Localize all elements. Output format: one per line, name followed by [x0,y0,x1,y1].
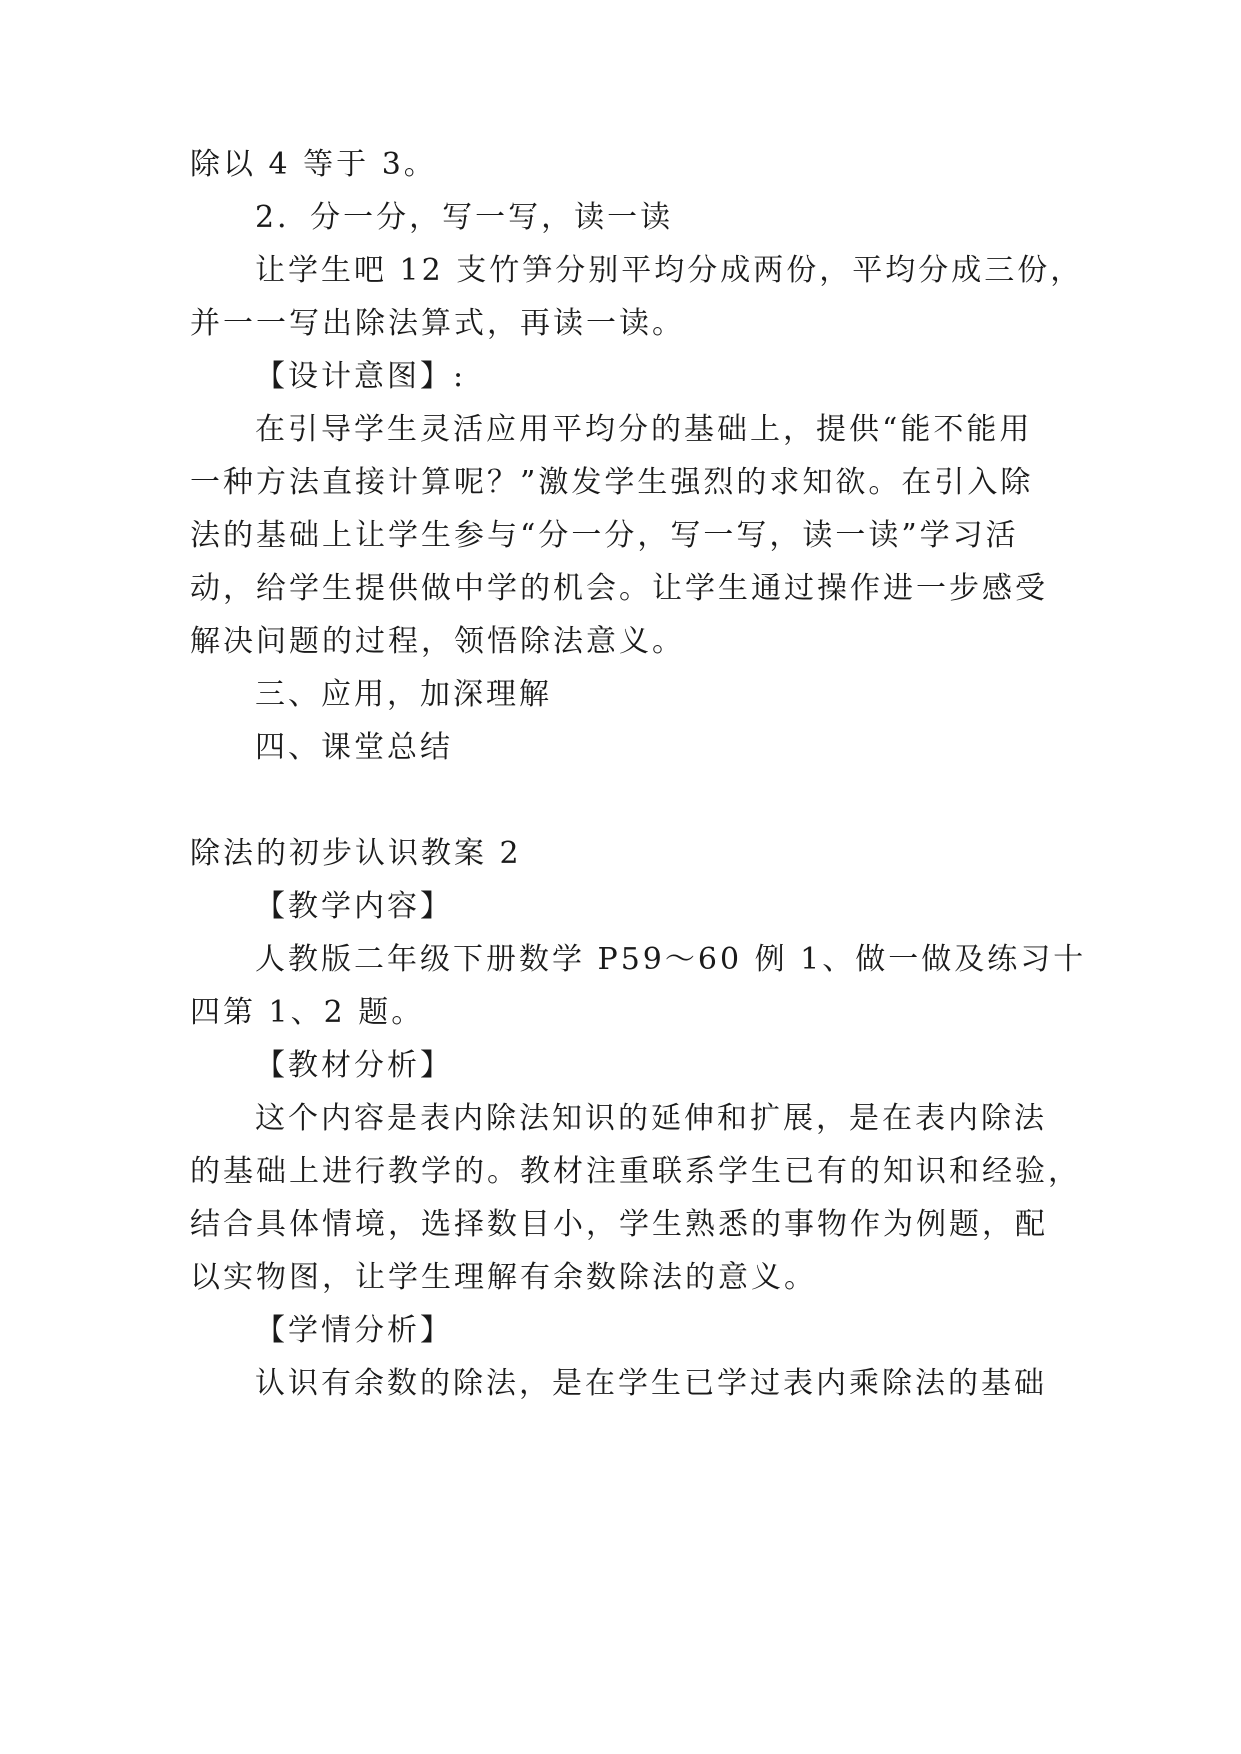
paragraph-line: 这个内容是表内除法知识的延伸和扩展，是在表内除法 [255,1101,1047,1136]
paragraph-line: 结合具体情境，选择数目小，学生熟悉的事物作为例题，配 [190,1207,1048,1242]
paragraph-line: 的基础上进行教学的。教材注重联系学生已有的知识和经验， [190,1154,1081,1189]
paragraph-line: 让学生吧 12 支竹笋分别平均分成两份，平均分成三份， [255,253,1084,288]
paragraph-line: 一种方法直接计算呢？”激发学生强烈的求知欲。在引入除 [190,465,1034,500]
paragraph-line: 在引导学生灵活应用平均分的基础上，提供“能不能用 [255,412,1033,447]
part4-heading: 四、课堂总结 [255,730,453,765]
paragraph-line: 认识有余数的除法，是在学生已学过表内乘除法的基础 [255,1366,1047,1401]
paragraph-line: 法的基础上让学生参与“分一分，写一写，读一读”学习活 [190,518,1019,553]
paragraph-line: 并一一写出除法算式，再读一读。 [190,306,685,341]
paragraph-line: 除以 4 等于 3。 [190,147,437,182]
design-intent-heading: 【设计意图】: [255,359,467,394]
paragraph-line: 解决问题的过程，领悟除法意义。 [190,624,685,659]
learner-heading: 【学情分析】 [255,1313,453,1348]
paragraph-line: 以实物图，让学生理解有余数除法的意义。 [190,1260,817,1295]
step2-heading: 2．分一分，写一写，读一读 [255,200,674,235]
section-title: 除法的初步认识教案 2 [190,836,522,871]
part3-heading: 三、应用，加深理解 [255,677,552,712]
paragraph-line: 四第 1、2 题。 [190,995,425,1030]
analysis-heading: 【教材分析】 [255,1048,453,1083]
paragraph-line: 人教版二年级下册数学 P59～60 例 1、做一做及练习十 [255,942,1087,977]
paragraph-line: 动，给学生提供做中学的机会。让学生通过操作进一步感受 [190,571,1048,606]
content-heading: 【教学内容】 [255,889,453,924]
